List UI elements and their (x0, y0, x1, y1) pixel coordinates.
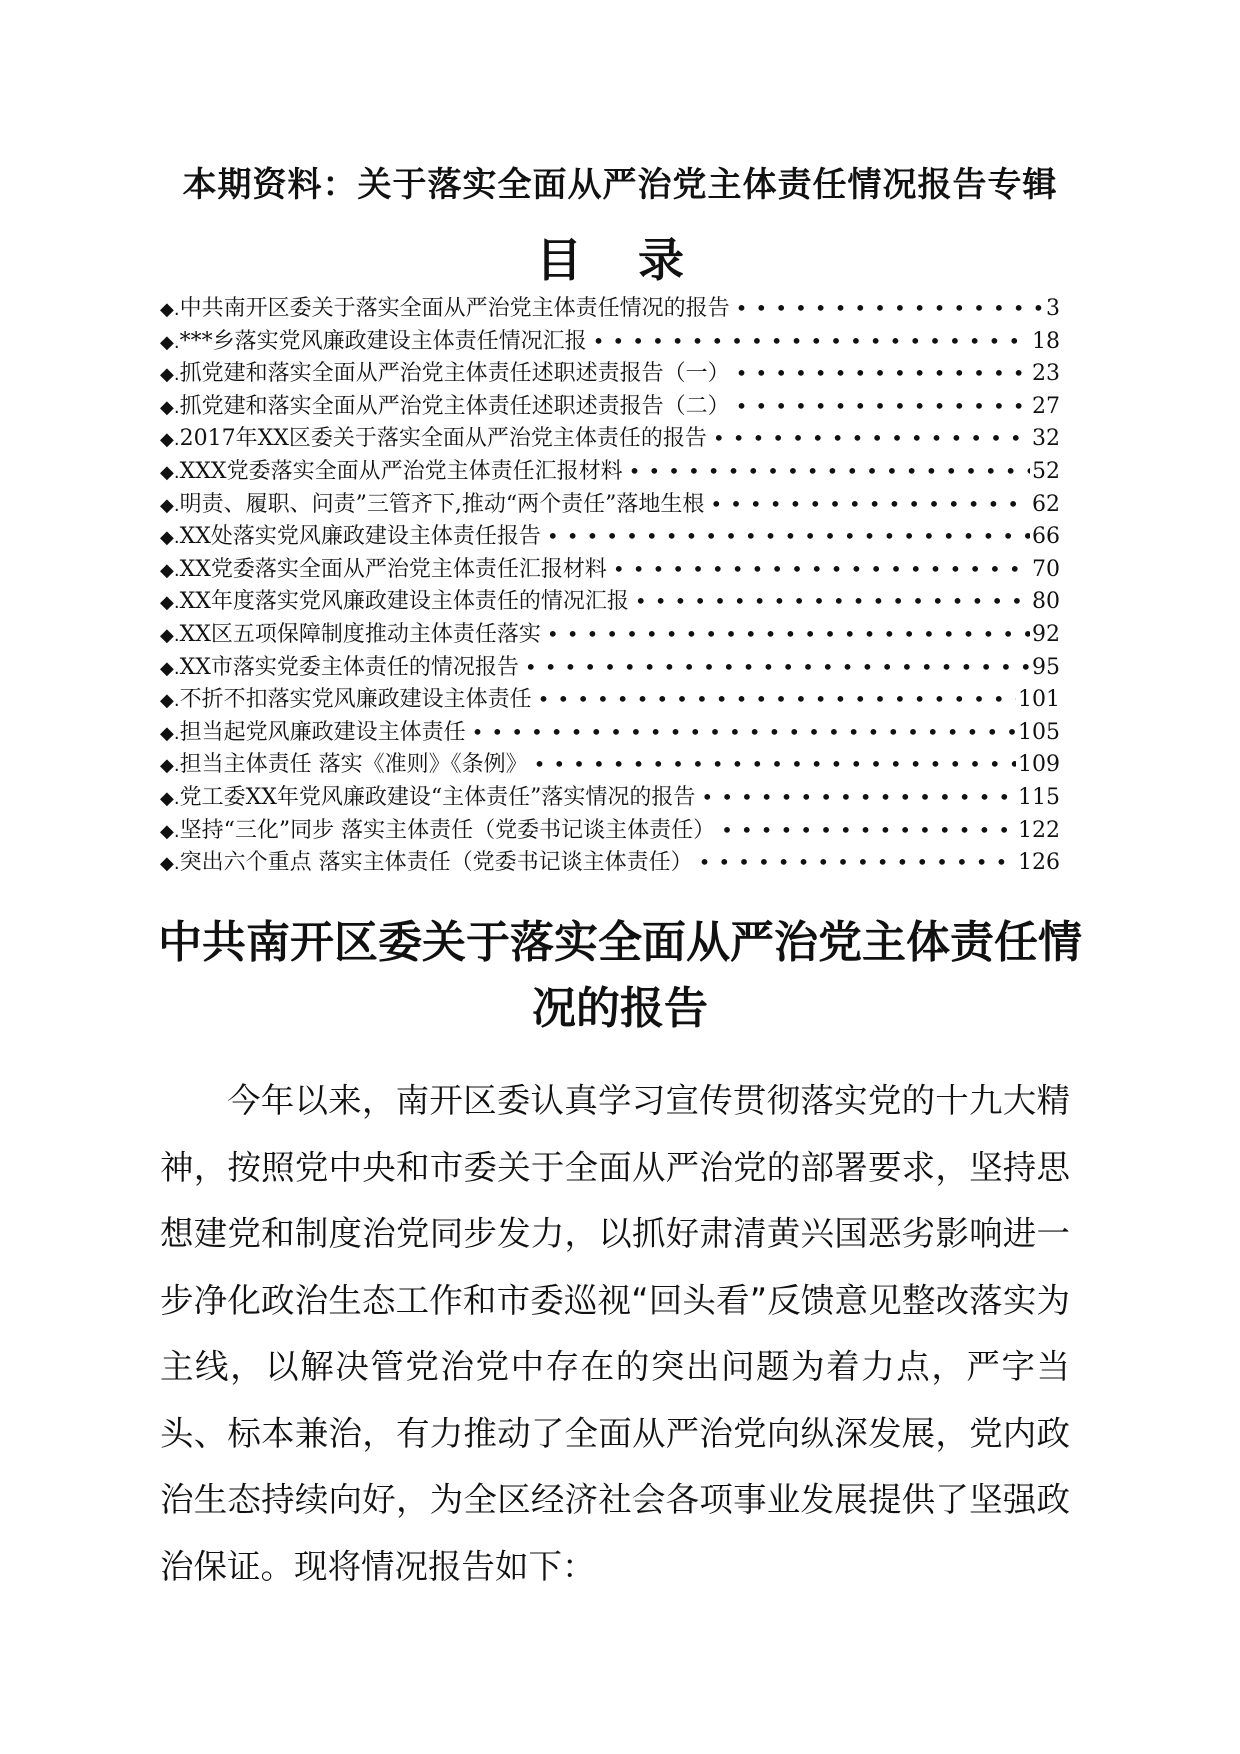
toc-entry[interactable] (160, 585, 1060, 618)
toc-entry-page-number: 3 (1046, 296, 1060, 321)
toc-entry-page-number: 27 (1032, 393, 1060, 419)
toc-entry-page-number: 23 (1032, 361, 1060, 387)
toc-dot-leader (541, 618, 1030, 651)
table-of-contents (160, 292, 1060, 879)
toc-entry-page-number: 62 (1032, 491, 1060, 517)
toc-dot-leader (528, 748, 1016, 781)
diamond-bullet-icon: ◆. (160, 299, 180, 320)
diamond-bullet-icon: ◆. (160, 527, 180, 549)
diamond-bullet-icon: ◆. (160, 657, 180, 679)
page-subject: 本期资料：关于落实全面从严治党主体责任情况报告专辑 (182, 165, 1058, 205)
toc-entry-title: 坚持“三化”同步 落实主体责任（党委书记谈主体责任） (179, 817, 716, 843)
toc-entry-title: XX区五项保障制度推动主体责任落实 (179, 621, 541, 647)
toc-entry-page-number: 66 (1032, 524, 1060, 550)
diamond-bullet-icon: ◆. (160, 853, 180, 875)
toc-entry-title: 不折不扣落实党风廉政建设主体责任 (179, 687, 532, 713)
diamond-bullet-icon: ◆. (160, 396, 180, 418)
toc-entry-page-number: 115 (1018, 784, 1060, 810)
article-paragraph: 今年以来，南开区委认真学习宣传贯彻落实党的十九大精神，按照党中央和市委关于全面从严治党的部署要求，坚持思想建党和制度治党同步发力，以抓好肃清黄兴国恶劣影响进一步净化政治生态工作和市委巡视“回头看”反馈意见整改落实为主线，以解决管党治党中存在的突出问题为着力点，严字当头、标本兼治，有力推动了全面从严治党向纵深发展，党内政治生态持续向好，为全区经济社会各项事业发展提供了坚强政治保证。现将情况报告如下： (160, 1081, 1070, 1586)
diamond-bullet-icon: ◆. (160, 364, 180, 386)
toc-entry-page-number: 95 (1032, 654, 1060, 680)
toc-entry-page-number: 92 (1032, 621, 1060, 647)
toc-dot-leader (519, 651, 1030, 684)
article-title: 中共南开区委关于落实全面从严治党主体责任情况的报告 (158, 917, 1082, 1034)
diamond-bullet-icon: ◆. (160, 690, 180, 712)
toc-entry[interactable] (160, 846, 1060, 879)
diamond-bullet-icon: ◆. (160, 331, 180, 353)
toc-dot-leader (704, 488, 1030, 521)
toc-entry-title: 突出六个重点 落实主体责任（党委书记谈主体责任） (179, 850, 693, 876)
toc-entry-title: 明责、履职、问责”三管齐下,推动“两个责任”落地生根 (179, 491, 705, 517)
diamond-bullet-icon: ◆. (160, 787, 180, 809)
toc-dot-leader (607, 553, 1030, 586)
toc-dot-leader (629, 585, 1030, 618)
toc-entry-title: 担当主体责任 落实《准则》《条例》 (179, 752, 528, 778)
toc-heading: 目 录 (535, 233, 704, 287)
toc-dot-leader (695, 781, 1016, 814)
toc-entry[interactable] (160, 357, 1060, 390)
toc-dot-leader (532, 683, 1016, 716)
diamond-bullet-icon: ◆. (160, 624, 180, 646)
toc-entry[interactable] (160, 716, 1060, 749)
toc-entry-title: 2017年XX区委关于落实全面从严治党主体责任的报告 (179, 426, 707, 452)
toc-dot-leader (587, 325, 1030, 358)
toc-entry-title: XX市落实党委主体责任的情况报告 (179, 654, 519, 680)
toc-entry-title: XX年度落实党风廉政建设主体责任的情况汇报 (179, 589, 629, 615)
toc-entry-page-number: 109 (1018, 752, 1060, 778)
toc-entry[interactable] (160, 553, 1060, 586)
toc-entry[interactable] (160, 455, 1060, 488)
diamond-bullet-icon: ◆. (160, 820, 180, 842)
toc-entry-page-number: 32 (1032, 426, 1060, 452)
diamond-bullet-icon: ◆. (160, 461, 180, 483)
diamond-bullet-icon: ◆. (160, 592, 180, 614)
toc-entry[interactable] (160, 488, 1060, 521)
toc-entry-title: XXX党委落实全面从严治党主体责任汇报材料 (179, 458, 623, 484)
toc-entry-title: 担当起党风廉政建设主体责任 (179, 719, 466, 745)
toc-entry-title: XX党委落实全面从严治党主体责任汇报材料 (179, 556, 607, 582)
diamond-bullet-icon: ◆. (160, 722, 180, 744)
toc-entry[interactable] (160, 422, 1060, 455)
toc-entry-page-number: 126 (1018, 850, 1060, 876)
diamond-bullet-icon: ◆. (160, 429, 180, 451)
toc-entry[interactable] (160, 292, 1060, 325)
toc-entry-page-number: 70 (1032, 556, 1060, 582)
toc-entry-page-number: 80 (1032, 589, 1060, 615)
toc-dot-leader (707, 422, 1030, 455)
toc-dot-leader (730, 357, 1030, 390)
toc-entry-title: XX处落实党风廉政建设主体责任报告 (179, 524, 541, 550)
toc-entry[interactable] (160, 618, 1060, 651)
toc-entry-title: 抓党建和落实全面从严治党主体责任述职述责报告（二） (179, 393, 730, 419)
toc-entry[interactable] (160, 781, 1060, 814)
toc-entry-title: 党工委XX年党风廉政建设“主体责任”落实情况的报告 (179, 784, 696, 810)
toc-dot-leader (623, 455, 1030, 488)
toc-entry-title: 中共南开区委关于落实全面从严治党主体责任情况的报告 (179, 296, 730, 321)
toc-entry-page-number: 101 (1018, 687, 1060, 713)
toc-dot-leader (715, 814, 1016, 847)
toc-entry[interactable] (160, 520, 1060, 553)
toc-entry[interactable] (160, 748, 1060, 781)
toc-entry-title: ***乡落实党风廉政建设主体责任情况汇报 (179, 328, 587, 354)
toc-entry-page-number: 105 (1018, 719, 1060, 745)
toc-dot-leader (730, 292, 1044, 325)
toc-dot-leader (466, 716, 1016, 749)
toc-entry[interactable] (160, 390, 1060, 423)
toc-entry-page-number: 52 (1032, 458, 1060, 484)
toc-entry-page-number: 122 (1018, 817, 1060, 843)
toc-dot-leader (730, 390, 1030, 423)
toc-entry-page-number: 18 (1032, 328, 1060, 354)
toc-entry[interactable] (160, 814, 1060, 847)
diamond-bullet-icon: ◆. (160, 755, 180, 777)
diamond-bullet-icon: ◆. (160, 494, 180, 516)
toc-dot-leader (693, 846, 1016, 879)
toc-entry-title: 抓党建和落实全面从严治党主体责任述职述责报告（一） (179, 361, 730, 387)
toc-entry[interactable] (160, 325, 1060, 358)
toc-entry[interactable] (160, 683, 1060, 716)
toc-dot-leader (541, 520, 1030, 553)
diamond-bullet-icon: ◆. (160, 559, 180, 581)
toc-entry[interactable] (160, 651, 1060, 684)
